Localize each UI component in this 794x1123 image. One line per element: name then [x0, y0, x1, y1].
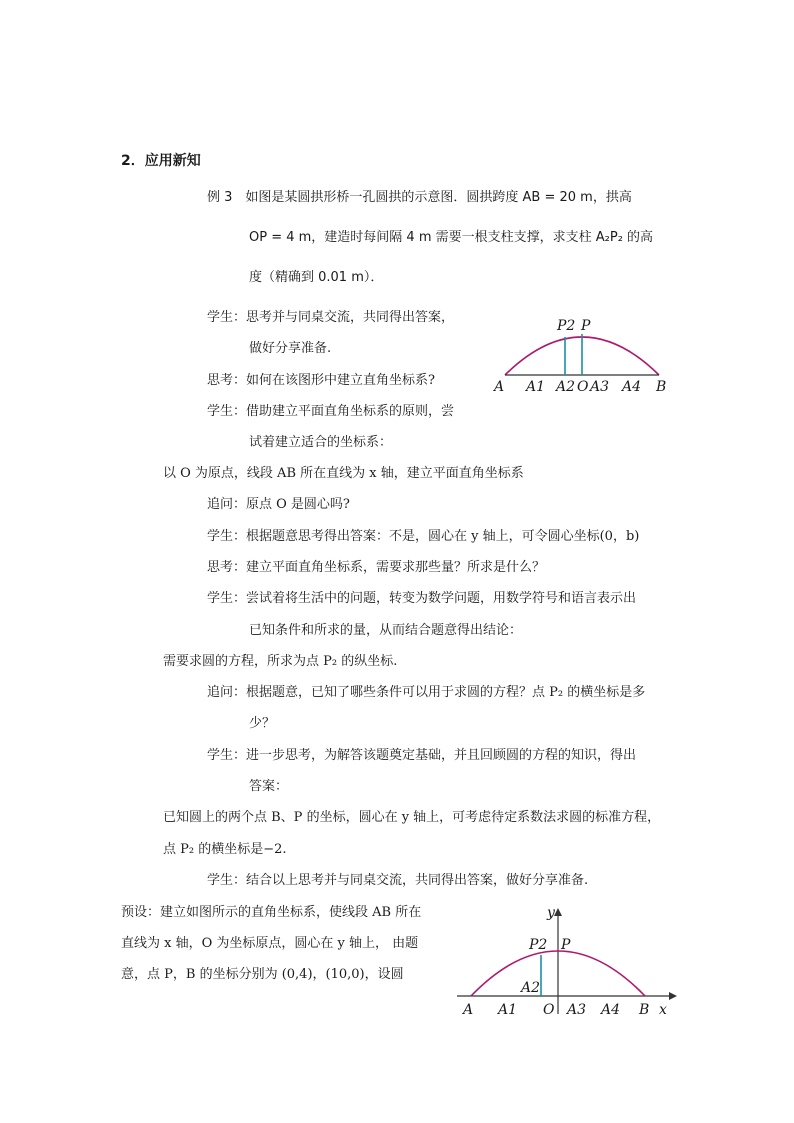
y-axis-arrow: [554, 908, 562, 916]
preset-line-2: 直线为 x 轴，O 为坐标原点，圆心在 y 轴上， 由题: [121, 936, 419, 951]
example-line-2: OP = 4 m，建造时每间隔 4 m 需要一根支柱支撑，求支柱 A₂P₂ 的高: [249, 230, 654, 245]
answer-2: 需要求圆的方程，所求为点 P₂ 的纵坐标.: [163, 654, 398, 669]
label-x: x: [659, 1002, 667, 1018]
label-a2: A2: [521, 980, 541, 996]
label-a3: A3: [567, 1002, 587, 1018]
section-heading: 2．应用新知: [121, 153, 201, 169]
label-y: y: [547, 905, 555, 921]
answer-1: 以 O 为原点，线段 AB 所在直线为 x 轴，建立平面直角坐标系: [163, 466, 524, 481]
example-line-1: 例 3 如图是某圆拱形桥一孔圆拱的示意图．圆拱跨度 AB = 20 m，拱高: [207, 190, 632, 205]
student-reply-4a: 学生：尝试着将生活中的问题，转变为数学问题，用数学符号和语言表示出: [207, 591, 637, 606]
label-a: A: [494, 379, 505, 395]
label-a3: A3: [590, 379, 610, 395]
student-reply-2a: 学生：借助建立平面直角坐标系的原则，尝: [207, 404, 455, 419]
label-p: P: [561, 937, 571, 953]
label-a1: A1: [498, 1002, 518, 1018]
student-reply-3: 学生：根据题意思考得出答案：不是，圆心在 y 轴上，可令圆心坐标(0，b): [207, 529, 640, 544]
student-reply-1b: 做好分享准备.: [249, 341, 332, 356]
example-line-3: 度（精确到 0.01 m）．: [249, 270, 384, 285]
student-reply-5b: 答案：: [249, 779, 289, 794]
student-reply-1a: 学生：思考并与同桌交流，共同得出答案，: [207, 310, 455, 325]
arch-figure-2: [457, 902, 682, 1022]
student-reply-4b: 已知条件和所求的量，从而结合题意得出结论：: [249, 623, 523, 638]
preset-line-3: 意，点 P，B 的坐标分别为 (0,4)，(10,0)，设圆: [121, 967, 404, 982]
arch-figure-1: [493, 313, 683, 393]
label-p2: P2: [557, 318, 576, 334]
label-p2: P2: [529, 937, 548, 953]
label-b: B: [656, 379, 667, 395]
student-reply-5a: 学生：进一步思考，为解答该题奠定基础，并且回顾圆的方程的知识，得出: [207, 748, 637, 763]
label-o: O: [543, 1002, 555, 1018]
answer-3a: 已知圆上的两个点 B、P 的坐标，圆心在 y 轴上，可考虑待定系数法求圆的标准方程，: [163, 810, 661, 825]
label-a: A: [463, 1002, 474, 1018]
label-o: O: [577, 379, 589, 395]
question-3: 思考：建立平面直角坐标系，需要求那些量？所求是什么？: [207, 560, 546, 575]
label-a2: A2: [556, 379, 576, 395]
preset-line-1: 预设：建立如图所示的直角坐标系，使线段 AB 所在: [121, 905, 422, 920]
question-4b: 少？: [249, 716, 276, 731]
question-4a: 追问：根据题意，已知了哪些条件可以用于求圆的方程？点 P₂ 的横坐标是多: [207, 685, 646, 700]
student-reply-2b: 试着建立适合的坐标系：: [249, 435, 393, 450]
student-reply-6: 学生：结合以上思考并与同桌交流，共同得出答案，做好分享准备.: [207, 873, 589, 888]
question-2: 追问：原点 O 是圆心吗?: [207, 497, 350, 512]
label-p: P: [581, 318, 591, 334]
label-a4: A4: [601, 1002, 621, 1018]
x-axis-arrow: [669, 992, 677, 1000]
label-a1: A1: [526, 379, 546, 395]
label-a4: A4: [622, 379, 642, 395]
label-b: B: [639, 1002, 650, 1018]
answer-3b: 点 P₂ 的横坐标是−2.: [163, 842, 287, 857]
question-1: 思考：如何在该图形中建立直角坐标系?: [207, 373, 435, 388]
